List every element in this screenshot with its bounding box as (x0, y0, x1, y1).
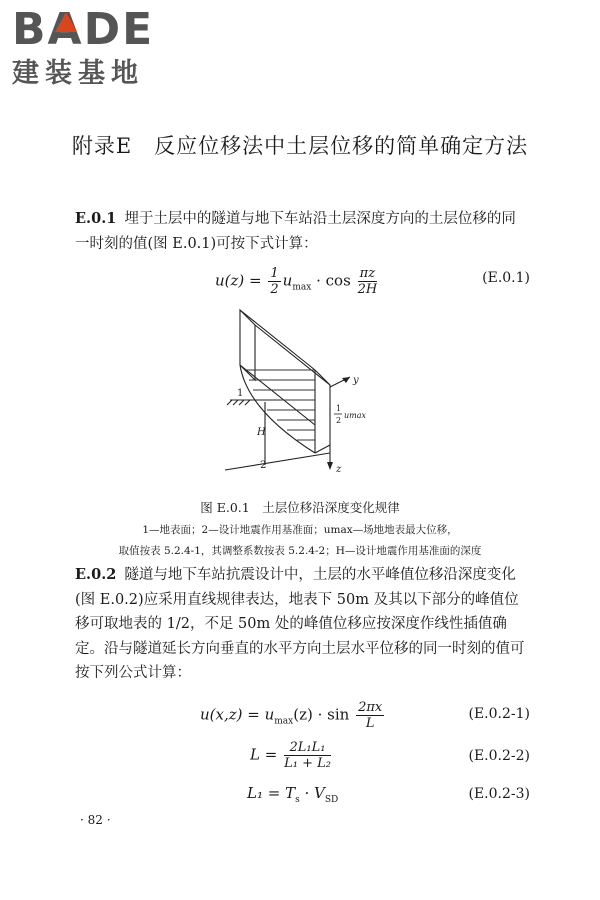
formula-e01-lhs: u(z) = (215, 271, 262, 290)
label-1: 1 (237, 388, 244, 399)
equation-number-e021: (E.0.2-1) (468, 706, 530, 722)
formula-e023-lhs: L₁ = T (247, 784, 296, 802)
appendix-title: 附录E 反应位移法中土层位移的简单确定方法 (71, 134, 529, 158)
page-number: · 82 · (80, 813, 111, 827)
logo-subtitle: 建装基地 (12, 58, 144, 89)
figure-legend-line2: 取值按表 5.2.4-1，其调整系数按表 5.2.4-2；H—设计地震作用基准面的深度 (118, 545, 482, 557)
formula-e021-fraction: $\frac{2\pi x}{L}$ (358, 700, 383, 731)
section-e02 (75, 563, 530, 686)
figure-caption: 图 E.0.1 土层位移沿深度变化规律 (200, 500, 400, 515)
section-e02-label: E.0.2 (75, 566, 117, 583)
formula-e021: $u(x,z) = u_{max}(z) \cdot \sin$ $\frac{2\pi x}{L}$ (E.0.2-1) (200, 700, 530, 731)
soil-displacement-figure (215, 305, 375, 480)
formula-e023: $L_1 = T_s \cdot V_{SD}$ (E.0.2-3) (247, 784, 530, 805)
section-e01-label: E.0.1 (75, 210, 117, 227)
formula-e022-fraction: $\frac{\text{2L₁L₁}}{\text{L₁ + L₂}}$ (284, 740, 331, 771)
logo-main-text: BADE (12, 4, 155, 55)
equation-number-e023: (E.0.2-3) (468, 786, 530, 802)
formula-e01-coef: $\frac{1}{2}$ (270, 266, 279, 297)
label-y: y (353, 375, 359, 386)
equation-number-e022: (E.0.2-2) (468, 748, 530, 764)
figure-legend-line1: 1—地表面；2—设计地震作用基准面；umax—场地地表最大位移， (142, 524, 458, 536)
z-axis-arrow-icon (327, 462, 333, 470)
publisher-logo (12, 6, 182, 90)
label-z: z (336, 464, 342, 475)
formula-e022 (75, 738, 530, 778)
label-H: H (257, 427, 266, 438)
label-half-den: 2 (336, 416, 342, 425)
formula-e021-lhs: u(x,z) = u (200, 705, 275, 724)
datum-plane-line (225, 453, 330, 470)
section-e01-text: 埋于土层中的隧道与地下车站沿土层深度方向的土层位移的同一时刻的值(图 E.0.1)可按下式计算： (75, 211, 516, 252)
label-half-num: 1 (336, 404, 342, 413)
section-e02-text: 隧道与地下车站抗震设计中，土层的水平峰值位移沿深度变化(图 E.0.2)应采用直线规律表达，地表下 50m 及其以下部分的峰值位移可取地表的 1/2，不足 50m 处的峰值位移应按深度作线性插值确定。沿与隧道延长方向垂直的水平方向土层水平位移的同一时刻的值可按下列公式计算： (75, 567, 525, 681)
formula-e01: u(z) = $\frac{1}{2}$ $u_{max} \cdot \cos$ $\frac{\pi z}{2H}$ (E.0.1) (215, 266, 530, 297)
formula-e022-lhs: L = (250, 745, 278, 764)
label-umax: umax (344, 411, 367, 420)
formula-e01-fraction: $\frac{\pi z}{2H}$ (357, 266, 378, 297)
equation-number-e01: (E.0.1) (482, 270, 530, 286)
logo-triangle-icon (55, 12, 77, 32)
section-e01 (75, 206, 530, 257)
label-2: 2 (260, 460, 267, 471)
logo-wordmark (12, 6, 182, 54)
